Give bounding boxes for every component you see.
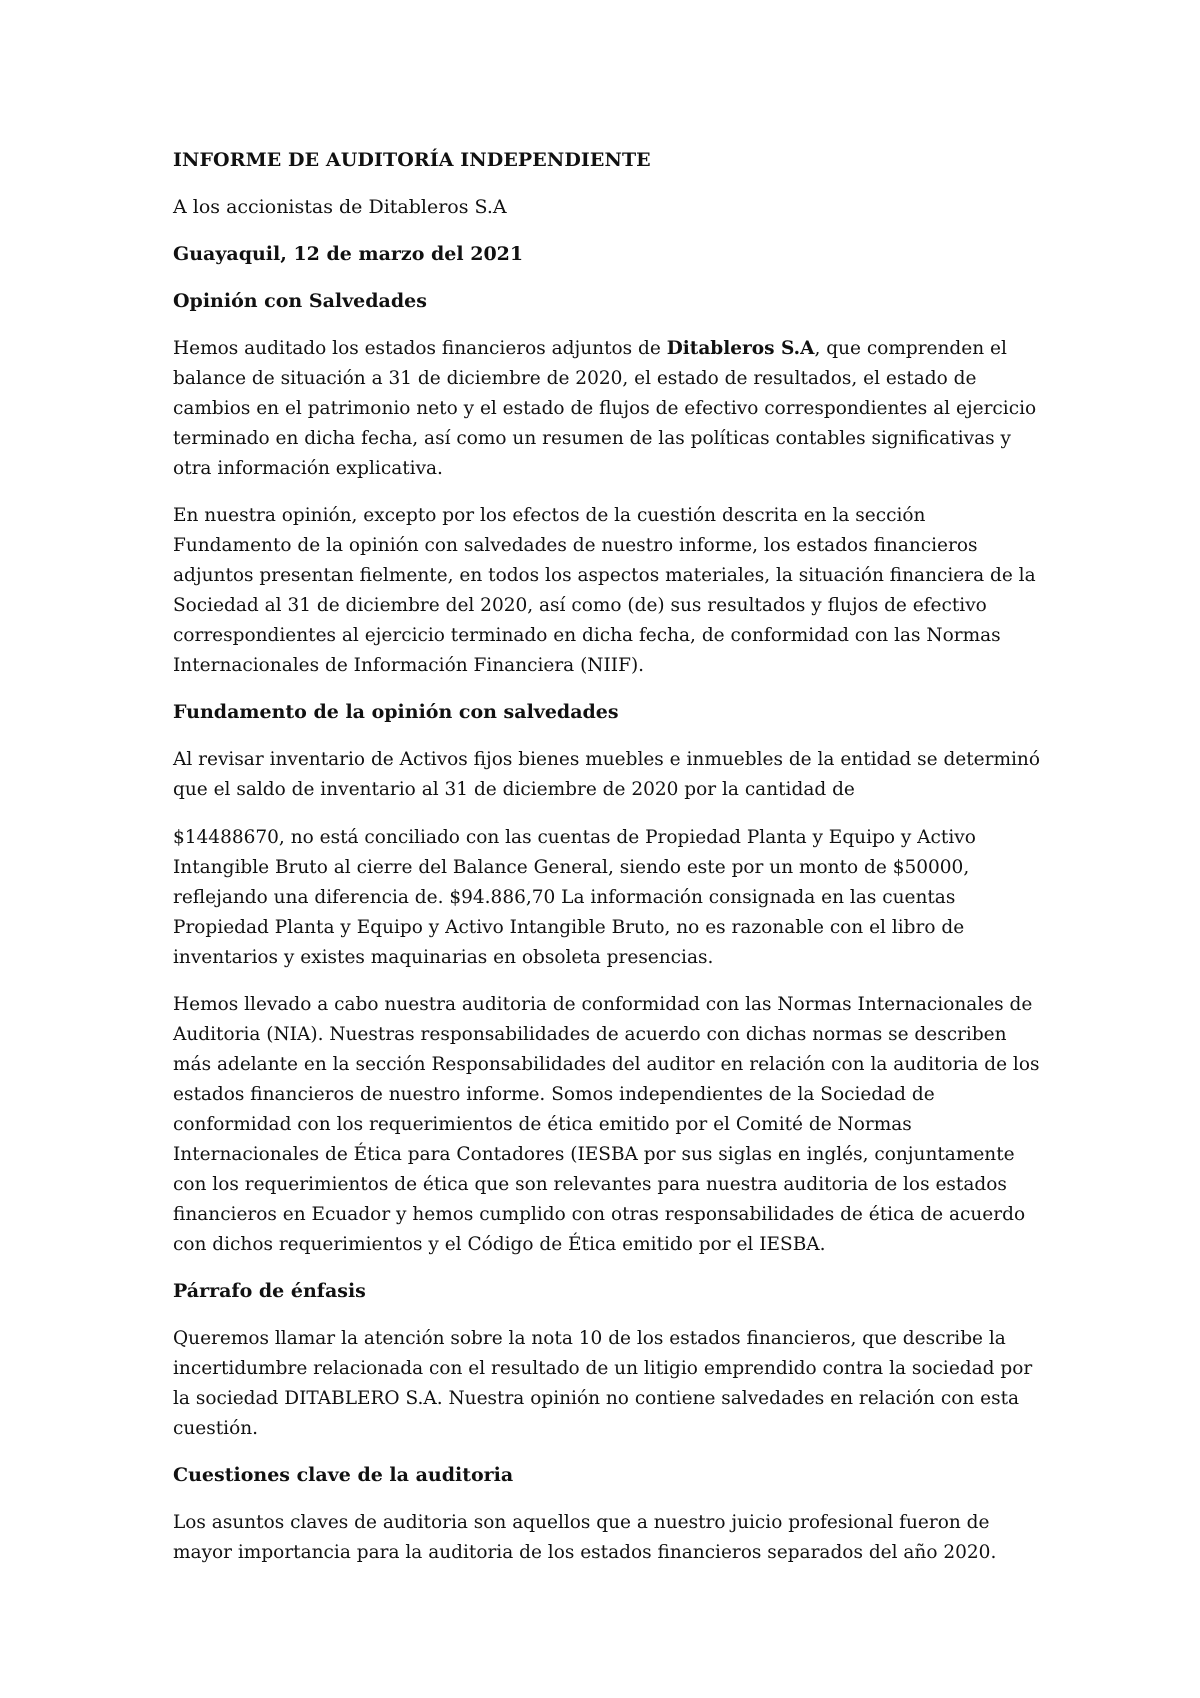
cuestiones-paragraph-1: Los asuntos claves de auditoria son aquellos que a nuestro juicio profesional fueron de mayor importancia para la auditoria de los estados financieros separados del año 2020. bbox=[173, 1512, 997, 1563]
section-heading-fundamento: Fundamento de la opinión con salvedades bbox=[173, 701, 619, 723]
fundamento-paragraph-3: Hemos llevado a cabo nuestra auditoria de conformidad con las Normas Internacionales de Auditoria (NIA). Nuestras responsabilidades de acuerdo con dichas normas se describen más adelante en la sección Responsabilidades del auditor en relación con la auditoria de los estados financieros de nuestro informe. Somos independientes de la Sociedad de conformidad con los requerimientos de ética emitido por el Comité de Normas Internacionales de Ética para Contadores (IESBA por sus siglas en inglés, conjuntamente con los requerimientos de ética que son relevantes para nuestra auditoria de los estados financieros en Ecuador y hemos cumplido con otras responsabilidades de ética de acuerdo con dichos requerimientos y el Código de Ética emitido por el IESBA. bbox=[173, 994, 1040, 1255]
company-name: Ditableros S.A bbox=[666, 338, 815, 359]
document-body bbox=[173, 146, 1043, 1585]
opinion-paragraph-2: En nuestra opinión, excepto por los efectos de la cuestión descrita en la sección Fundamento de la opinión con salvedades de nuestro informe, los estados financieros adjuntos presentan fielmente, en todos los aspectos materiales, la situación financiera de la Sociedad al 31 de diciembre del 2020, así como (de) sus resultados y flujos de efectivo correspondientes al ejercicio terminado en dicha fecha, de conformidad con las Normas Internacionales de Información Financiera (NIIF). bbox=[173, 505, 1036, 676]
place-date-line: Guayaquil, 12 de marzo del 2021 bbox=[173, 243, 524, 265]
document-title: INFORME DE AUDITORÍA INDEPENDIENTE bbox=[173, 149, 651, 171]
section-heading-cuestiones: Cuestiones clave de la auditoria bbox=[173, 1464, 514, 1486]
opinion-paragraph-1-end: , que comprenden el balance de situación a 31 de diciembre de 2020, el estado de resultados, el estado de cambios en el patrimonio neto y el estado de flujos de efectivo correspondientes al ejercicio terminado en dicha fecha, así como un resumen de las políticas contables significativas y otra información explicativa. bbox=[173, 338, 1037, 479]
opinion-paragraph-1 bbox=[173, 334, 1043, 484]
opinion-paragraph-1-start: Hemos auditado los estados financieros adjuntos de bbox=[173, 338, 667, 359]
fundamento-paragraph-2: $14488670, no está conciliado con las cuentas de Propiedad Planta y Equipo y Activo Intangible Bruto al cierre del Balance General, siendo este por un monto de $50000, reflejando una diferencia de. $94.886,70 La información consignada en las cuentas Propiedad Planta y Equipo y Activo Intangible Bruto, no es razonable con el libro de inventarios y existes maquinarias en obsoleta presencias. bbox=[173, 827, 976, 968]
section-heading-enfasis: Párrafo de énfasis bbox=[173, 1280, 366, 1302]
fundamento-paragraph-1: Al revisar inventario de Activos fijos bienes muebles e inmuebles de la entidad se determinó que el saldo de inventario al 31 de diciembre de 2020 por la cantidad de bbox=[173, 749, 1040, 800]
enfasis-paragraph-1: Queremos llamar la atención sobre la nota 10 de los estados financieros, que describe la incertidumbre relacionada con el resultado de un litigio emprendido contra la sociedad por la sociedad DITABLERO S.A. Nuestra opinión no contiene salvedades en relación con esta cuestión. bbox=[173, 1328, 1033, 1439]
section-heading-opinion: Opinión con Salvedades bbox=[173, 290, 427, 312]
addressee-line: A los accionistas de Ditableros S.A bbox=[173, 196, 507, 218]
